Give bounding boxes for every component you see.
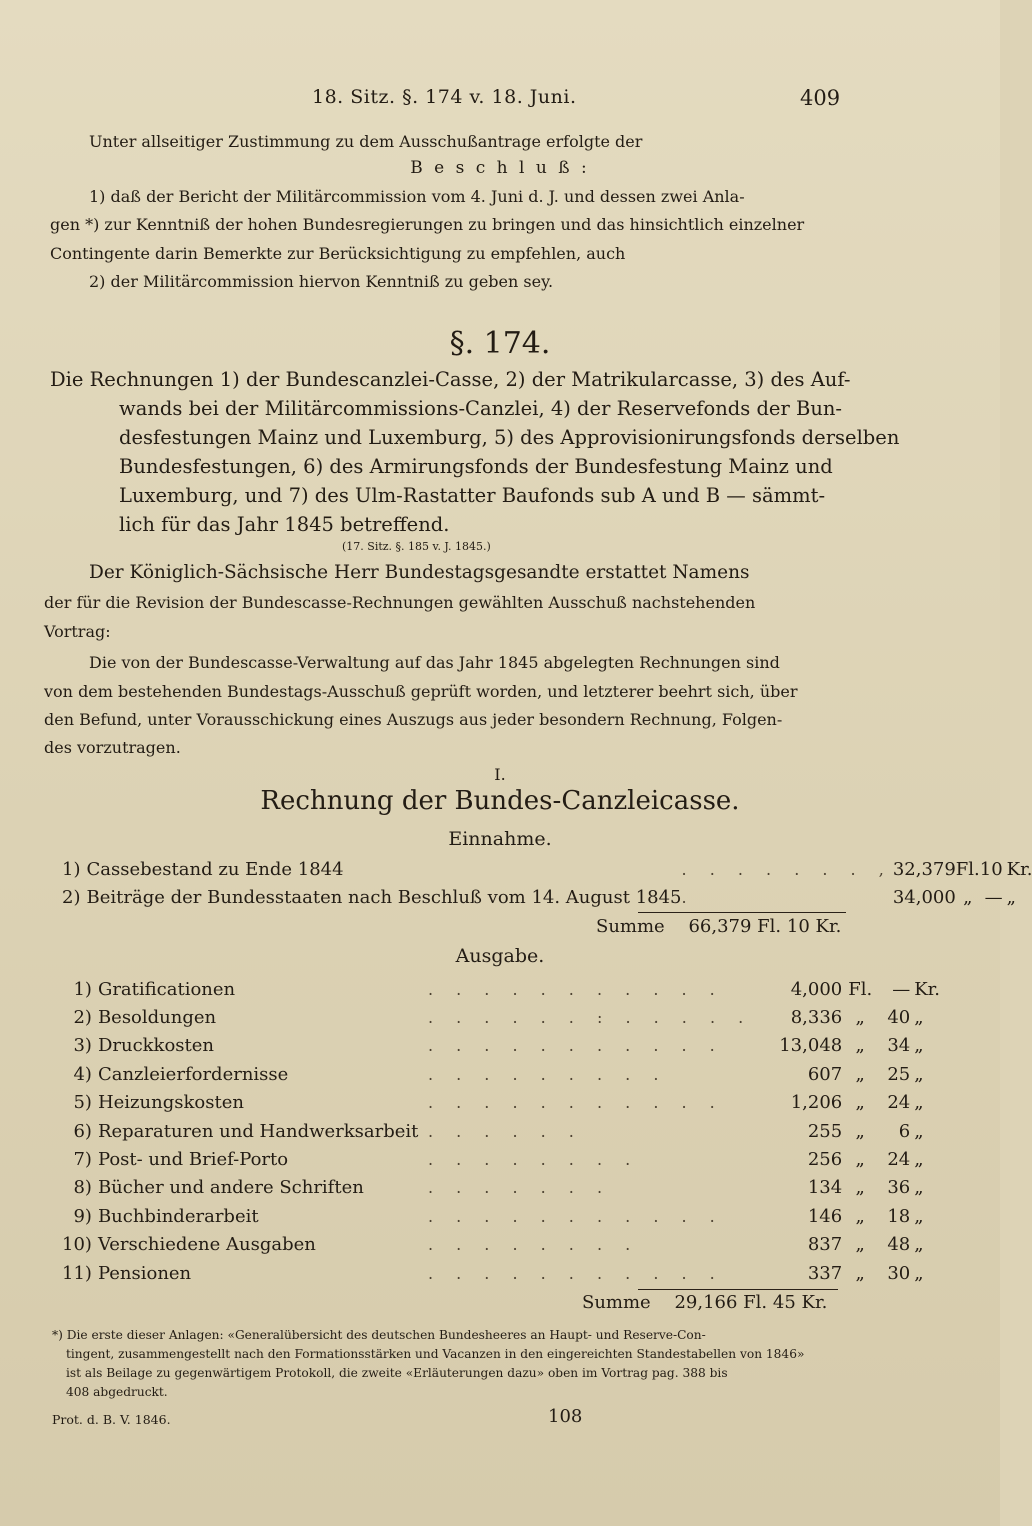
- income-item-kreuzer: —: [984, 887, 1003, 909]
- expense-item-kreuzer-unit: „: [914, 1262, 924, 1284]
- expense-item-description: Reparaturen und Handwerksarbeit: [97, 1120, 419, 1142]
- expense-item-number: 5): [73, 1092, 92, 1114]
- expense-item-kreuzer-unit: „: [914, 1120, 924, 1142]
- speech-line-1: Der Königlich-Sächsische Herr Bundestagsgesandte erstattet Namens: [89, 562, 750, 583]
- section-para-6: lich für das Jahr 1845 betreffend.: [119, 513, 450, 536]
- expense-item-kreuzer-unit: Kr.: [914, 978, 941, 1000]
- expense-item-kreuzer-unit: „: [914, 1063, 924, 1085]
- expense-row: [62, 1089, 944, 1117]
- footnote-line-2: tingent, zusammengestellt nach den Formationsstärken und Vacanzen in den eingereichten Standestabellen von 1846»: [66, 1347, 805, 1361]
- income-item-currency: „: [963, 887, 973, 909]
- expense-row: [62, 1117, 944, 1145]
- expense-item-leader-dots: . . . . . . .: [427, 1178, 612, 1198]
- expense-row: [62, 1060, 944, 1088]
- expense-item-number: 9): [73, 1205, 92, 1227]
- expense-item-leader-dots: . . . . . . . . . . .: [427, 1093, 724, 1113]
- expense-item-leader-dots: . . . . . . : . . . . .: [427, 1008, 753, 1028]
- expense-row: [62, 975, 944, 1003]
- expense-item-description: Besoldungen: [97, 1007, 217, 1029]
- expense-item-currency: „: [855, 1177, 865, 1199]
- expense-item-currency: „: [855, 1120, 865, 1142]
- section-title: §. 174.: [449, 326, 551, 361]
- expense-item-number: 7): [73, 1149, 92, 1171]
- section-para-2: wands bei der Militärcommissions-Canzlei, 4) der Reservefonds der Bun-: [119, 397, 843, 420]
- expense-item-description: Heizungskosten: [97, 1092, 244, 1114]
- expense-item-kreuzer-unit: „: [914, 1007, 924, 1029]
- expense-item-kreuzer: 34: [887, 1035, 911, 1057]
- income-item-description: Beiträge der Bundesstaaten nach Beschluß vom 14. August 1845: [86, 887, 682, 909]
- expense-row: [62, 1202, 944, 1230]
- expense-row: [62, 1003, 944, 1031]
- expense-row: [62, 1032, 944, 1060]
- footer-signature: 108: [548, 1406, 583, 1427]
- expense-sum-label: Summe: [582, 1292, 651, 1313]
- page-number: 409: [800, 86, 841, 110]
- section-para-4: Bundesfestungen, 6) des Armirungsfonds der Bundesfestung Mainz und: [119, 455, 833, 478]
- expense-item-description: Verschiedene Ausgaben: [97, 1234, 316, 1256]
- expense-item-kreuzer: 6: [898, 1120, 911, 1142]
- expense-item-leader-dots: . . . . . . . .: [427, 1235, 640, 1255]
- intro-line-3: gen *) zur Kenntniß der hohen Bundesregierungen zu bringen und das hinsichtlich einzelner: [50, 215, 805, 234]
- income-item-kreuzer: 10: [979, 858, 1003, 880]
- section-para-3: desfestungen Mainz und Luxemburg, 5) des Approvisionirungsfonds derselben: [119, 426, 900, 449]
- expense-sum-amount: 29,166: [674, 1292, 738, 1313]
- section-para-5: Luxemburg, und 7) des Ulm-Rastatter Baufonds sub A und B — sämmt-: [119, 484, 826, 507]
- expense-item-leader-dots: . . . . . . . . .: [427, 1064, 668, 1084]
- expense-item-currency: „: [855, 1035, 865, 1057]
- expense-item-kreuzer: 48: [887, 1234, 911, 1256]
- expense-table: [62, 975, 944, 1287]
- expense-item-kreuzer-unit: „: [914, 1035, 924, 1057]
- expense-row: [62, 1231, 944, 1259]
- intro-line-2: 1) daß der Bericht der Militärcommission vom 4. Juni d. J. und dessen zwei Anla-: [89, 187, 745, 206]
- expense-item-leader-dots: . . . . . . . . . . .: [427, 979, 724, 999]
- account-title: Rechnung der Bundes-Canzleicasse.: [260, 786, 740, 816]
- income-item-amount: 32,379: [892, 858, 956, 880]
- expense-item-currency: „: [855, 1205, 865, 1227]
- expense-item-amount: 1,206: [790, 1092, 843, 1114]
- income-row: [62, 855, 1032, 883]
- expense-sum-row: [582, 1292, 827, 1313]
- expense-item-description: Post- und Brief-Porto: [97, 1149, 289, 1171]
- income-item-amount: 34,000: [892, 887, 956, 909]
- expense-item-amount: 146: [807, 1205, 843, 1227]
- income-item-description: Cassebestand zu Ende 1844: [86, 858, 344, 880]
- income-heading: Einnahme.: [448, 828, 552, 850]
- expense-item-number: 4): [73, 1063, 92, 1085]
- income-table: [62, 855, 1032, 912]
- expense-item-currency: „: [855, 1149, 865, 1171]
- expense-item-amount: 13,048: [779, 1035, 843, 1057]
- expense-item-number: 8): [73, 1177, 92, 1199]
- expense-item-currency: „: [855, 1092, 865, 1114]
- expense-item-currency: „: [855, 1063, 865, 1085]
- intro-line-4: Contingente darin Bemerkte zur Berücksichtigung zu empfehlen, auch: [50, 244, 626, 263]
- expense-item-amount: 256: [807, 1149, 843, 1171]
- income-sum-rule: [638, 912, 846, 913]
- report-line-3: den Befund, unter Vorausschickung eines Auszugs aus jeder besondern Rechnung, Folgen-: [44, 710, 783, 729]
- expense-item-currency: „: [855, 1234, 865, 1256]
- intro-line-1: Unter allseitiger Zustimmung zu dem Ausschußantrage erfolgte der: [89, 132, 643, 151]
- expense-sum-rule: [638, 1289, 838, 1290]
- expense-item-number: 2): [73, 1007, 92, 1029]
- income-item-leader-dots: . . . . . . . ,: [681, 859, 893, 879]
- footnote-line-4: 408 abgedruckt.: [66, 1385, 168, 1399]
- beschluss-heading: B e s c h l u ß :: [410, 158, 590, 178]
- expense-row: [62, 1174, 944, 1202]
- expense-item-kreuzer: 24: [887, 1149, 911, 1171]
- expense-item-number: 10): [62, 1234, 92, 1256]
- expense-item-kreuzer: 40: [887, 1007, 911, 1029]
- section-reference: (17. Sitz. §. 185 v. J. 1845.): [342, 540, 491, 553]
- expense-item-amount: 255: [807, 1120, 843, 1142]
- expense-item-number: 6): [73, 1120, 92, 1142]
- expense-item-leader-dots: . . . . . . . .: [427, 1150, 640, 1170]
- intro-line-5: 2) der Militärcommission hiervon Kenntniß zu geben sey.: [89, 272, 554, 291]
- expense-item-description: Gratificationen: [97, 978, 236, 1000]
- expense-item-description: Buchbinderarbeit: [97, 1205, 259, 1227]
- expense-item-amount: 8,336: [790, 1007, 843, 1029]
- expense-item-amount: 337: [807, 1262, 843, 1284]
- expense-heading: Ausgabe.: [455, 945, 545, 967]
- expense-item-currency: „: [855, 1262, 865, 1284]
- speech-line-2: der für die Revision der Bundescasse-Rechnungen gewählten Ausschuß nachstehenden: [44, 593, 756, 612]
- expense-item-kreuzer-unit: „: [914, 1234, 924, 1256]
- expense-item-leader-dots: . . . . . .: [427, 1121, 583, 1141]
- report-line-1: Die von der Bundescasse-Verwaltung auf das Jahr 1845 abgelegten Rechnungen sind: [89, 653, 780, 672]
- expense-item-kreuzer: 30: [887, 1262, 911, 1284]
- expense-item-leader-dots: . . . . . . . . . . .: [427, 1263, 724, 1283]
- expense-item-kreuzer-unit: „: [914, 1092, 924, 1114]
- expense-item-number: 11): [62, 1262, 92, 1284]
- expense-item-description: Druckkosten: [97, 1035, 215, 1057]
- income-item-currency: Fl.: [955, 858, 980, 880]
- expense-item-kreuzer: 25: [887, 1063, 911, 1085]
- income-item-leader-dots: .: [681, 888, 696, 908]
- expense-item-description: Canzleierfordernisse: [97, 1063, 289, 1085]
- expense-item-number: 3): [73, 1035, 92, 1057]
- footnote-line-3: ist als Beilage zu gegenwärtigem Protokoll, die zweite «Erläuterungen dazu» oben im Vortrag pag. 388 bis: [66, 1366, 728, 1380]
- footnote-line-1: *) Die erste dieser Anlagen: «Generalübersicht des deutschen Bundesheeres an Haupt- und Reserve-Con-: [52, 1328, 706, 1342]
- expense-item-amount: 134: [807, 1177, 843, 1199]
- income-row: [62, 883, 1032, 911]
- expense-item-kreuzer-unit: „: [914, 1205, 924, 1227]
- income-item-kreuzer-unit: Kr.: [1006, 858, 1032, 880]
- income-sum-kr-unit: Kr.: [815, 916, 842, 937]
- expense-item-kreuzer-unit: „: [914, 1149, 924, 1171]
- expense-item-kreuzer: 36: [887, 1177, 911, 1199]
- section-para-1: Die Rechnungen 1) der Bundescanzlei-Casse, 2) der Matrikularcasse, 3) des Auf-: [50, 368, 851, 391]
- expense-sum-unit: Fl.: [743, 1292, 768, 1313]
- income-item-kreuzer-unit: „: [1006, 887, 1016, 909]
- expense-item-number: 1): [73, 978, 92, 1000]
- speech-line-3: Vortrag:: [44, 622, 111, 641]
- report-line-4: des vorzutragen.: [44, 738, 181, 757]
- income-sum-label: Summe: [596, 916, 665, 937]
- account-roman: I.: [494, 765, 506, 784]
- running-head: 18. Sitz. §. 174 v. 18. Juni.: [312, 86, 577, 108]
- income-sum-amount: 66,379: [688, 916, 752, 937]
- income-item-number: 2): [62, 887, 81, 909]
- income-item-number: 1): [62, 858, 81, 880]
- expense-item-description: Bücher und andere Schriften: [97, 1177, 364, 1199]
- expense-item-amount: 837: [807, 1234, 843, 1256]
- expense-row: [62, 1259, 944, 1287]
- expense-item-currency: „: [855, 1007, 865, 1029]
- expense-row: [62, 1145, 944, 1173]
- expense-item-amount: 607: [807, 1063, 843, 1085]
- expense-item-kreuzer: 24: [887, 1092, 911, 1114]
- footer-protocol: Prot. d. B. V. 1846.: [52, 1412, 171, 1427]
- page-header: [0, 86, 1000, 116]
- expense-item-kreuzer: —: [892, 978, 911, 1000]
- expense-item-leader-dots: . . . . . . . . . . .: [427, 1036, 724, 1056]
- expense-item-kreuzer: 18: [887, 1205, 911, 1227]
- expense-item-amount: 4,000: [790, 978, 843, 1000]
- expense-item-description: Pensionen: [97, 1262, 192, 1284]
- income-sum-kr: 10: [786, 916, 810, 937]
- income-sum-row: [596, 916, 841, 937]
- income-sum-unit: Fl.: [757, 916, 782, 937]
- expense-item-kreuzer-unit: „: [914, 1177, 924, 1199]
- expense-sum-kr-unit: Kr.: [801, 1292, 828, 1313]
- expense-item-currency: Fl.: [848, 978, 873, 1000]
- expense-item-leader-dots: . . . . . . . . . . .: [427, 1206, 724, 1226]
- expense-sum-kr: 45: [772, 1292, 796, 1313]
- report-line-2: von dem bestehenden Bundestags-Ausschuß geprüft worden, und letzterer beehrt sich, über: [44, 682, 798, 701]
